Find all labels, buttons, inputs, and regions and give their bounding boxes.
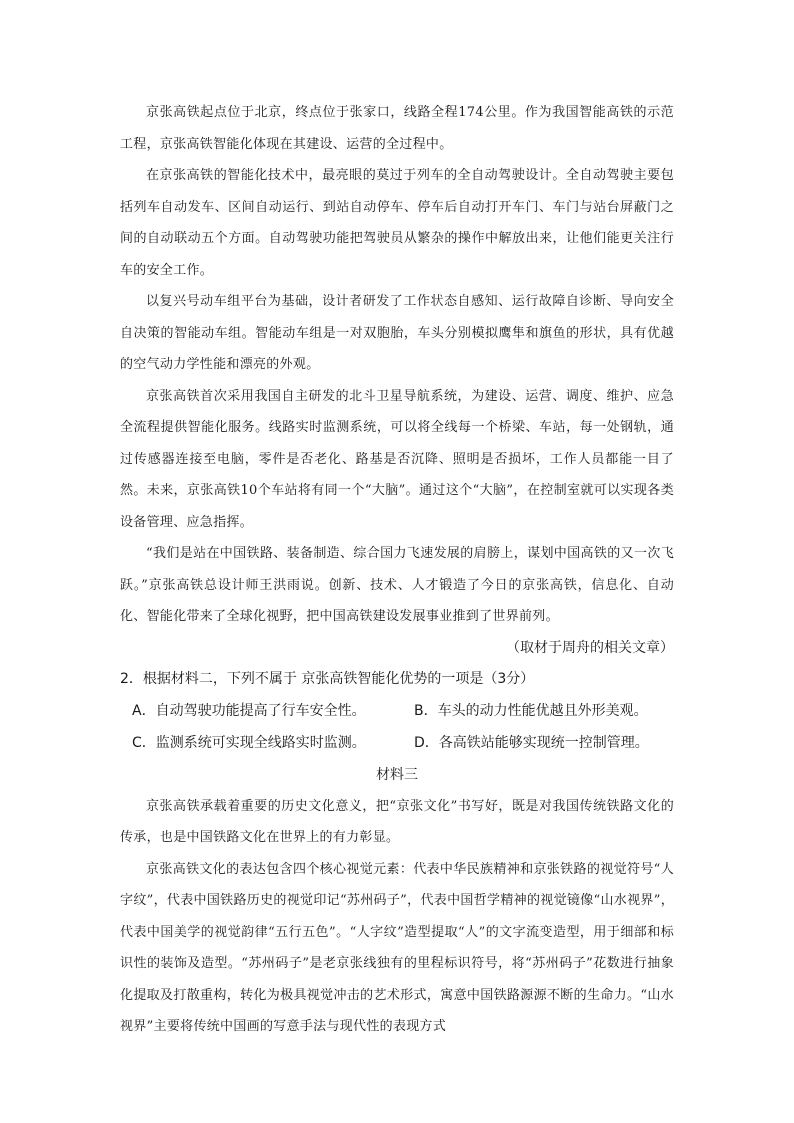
paragraph: 在京张高铁的智能化技术中，最亮眼的莫过于列车的全自动驾驶设计。全自动驾驶主要包括列车自动发车、区间自动运行、到站自动停车、停车后自动打开车门、车门与站台屏蔽门之间的自动联动五个方面。自动驾驶功能把驾驶员从繁杂的操作中解放出来，让他们能更关注行车的安全工作。: [120, 168, 674, 278]
paragraph: “我们是站在中国铁路、装备制造、综合国力飞速发展的肩膀上，谋划中国高铁的又一次飞跃。”京张高铁总设计师王洪雨说。创新、技术、人才锻造了今日的京张高铁，信息化、自动化、智能化带来了全球化视野，把中国高铁建设发展事业推到了世界前列。: [120, 546, 674, 624]
paragraph: 京张高铁承载着重要的历史文化意义，把“京张文化”书写好，既是对我国传统铁路文化的传承，也是中国铁路文化在世界上的有力彰显。: [120, 798, 674, 845]
source-citation: （取材于周舟的相关文章）: [506, 639, 674, 656]
paragraph: 京张高铁起点位于北京，终点位于张家口，线路全程174公里。作为我国智能高铁的示范工程，京张高铁智能化体现在其建设、运营的全过程中。: [120, 105, 674, 152]
section-heading: 材料三: [376, 766, 418, 783]
option-a: A．自动驾驶功能提高了行车安全性。: [132, 702, 366, 719]
paragraph: 京张高铁首次采用我国自主研发的北斗卫星导航系统，为建设、运营、调度、维护、应急全流程提供智能化服务。线路实时监测系统，可以将全线每一个桥梁、车站，每一处钢轨，通过传感器连接至电脑，零件是否老化、路基是否沉降、照明是否损坏，工作人员都能一目了然。未来，京张高铁10个车站将有同一个“大脑”。通过这个“大脑”，在控制室就可以实现各类设备管理、应急指挥。: [120, 388, 674, 530]
material-two: [120, 97, 674, 663]
material-three: [120, 759, 674, 1043]
question-stem: 2．根据材料二，下列不属于 京张高铁智能化优势的一项是（3分）: [120, 670, 535, 687]
paragraph: 京张高铁文化的表达包含四个核心视觉元素：代表中华民族精神和京张铁路的视觉符号“人字纹”，代表中国铁路历史的视觉印记“苏州码子”，代表中国哲学精神的视觉镜像“山水视界”，代表中国美学的视觉韵律“五行五色”。“人字纹”造型提取“人”的文字流变造型，用于细部和标识性的装饰及造型。“苏州码子”是老京张线独有的里程标识符号，将“苏州码子”花数进行抽象化提取及打散重构，转化为极具视觉冲击的艺术形式，寓意中国铁路源源不断的生命力。“山水视界”主要将传统中国画的写意手法与现代性的表现方式: [120, 861, 674, 1034]
paragraph: 以复兴号动车组平台为基础，设计者研发了工作状态自感知、运行故障自诊断、导向安全自决策的智能动车组。智能动车组是一对双胞胎，车头分别模拟鹰隼和旗鱼的形状，具有优越的空气动力学性能和漂亮的外观。: [120, 294, 674, 372]
page-content: [120, 97, 674, 1043]
option-c: C．监测系统可实现全线路实时监测。: [132, 734, 366, 751]
question-block: [120, 663, 674, 759]
answer-options: [120, 695, 674, 759]
option-d: D．各高铁站能够实现统一控制管理。: [414, 734, 649, 751]
option-b: B．车头的动力性能优越且外形美观。: [414, 702, 648, 719]
